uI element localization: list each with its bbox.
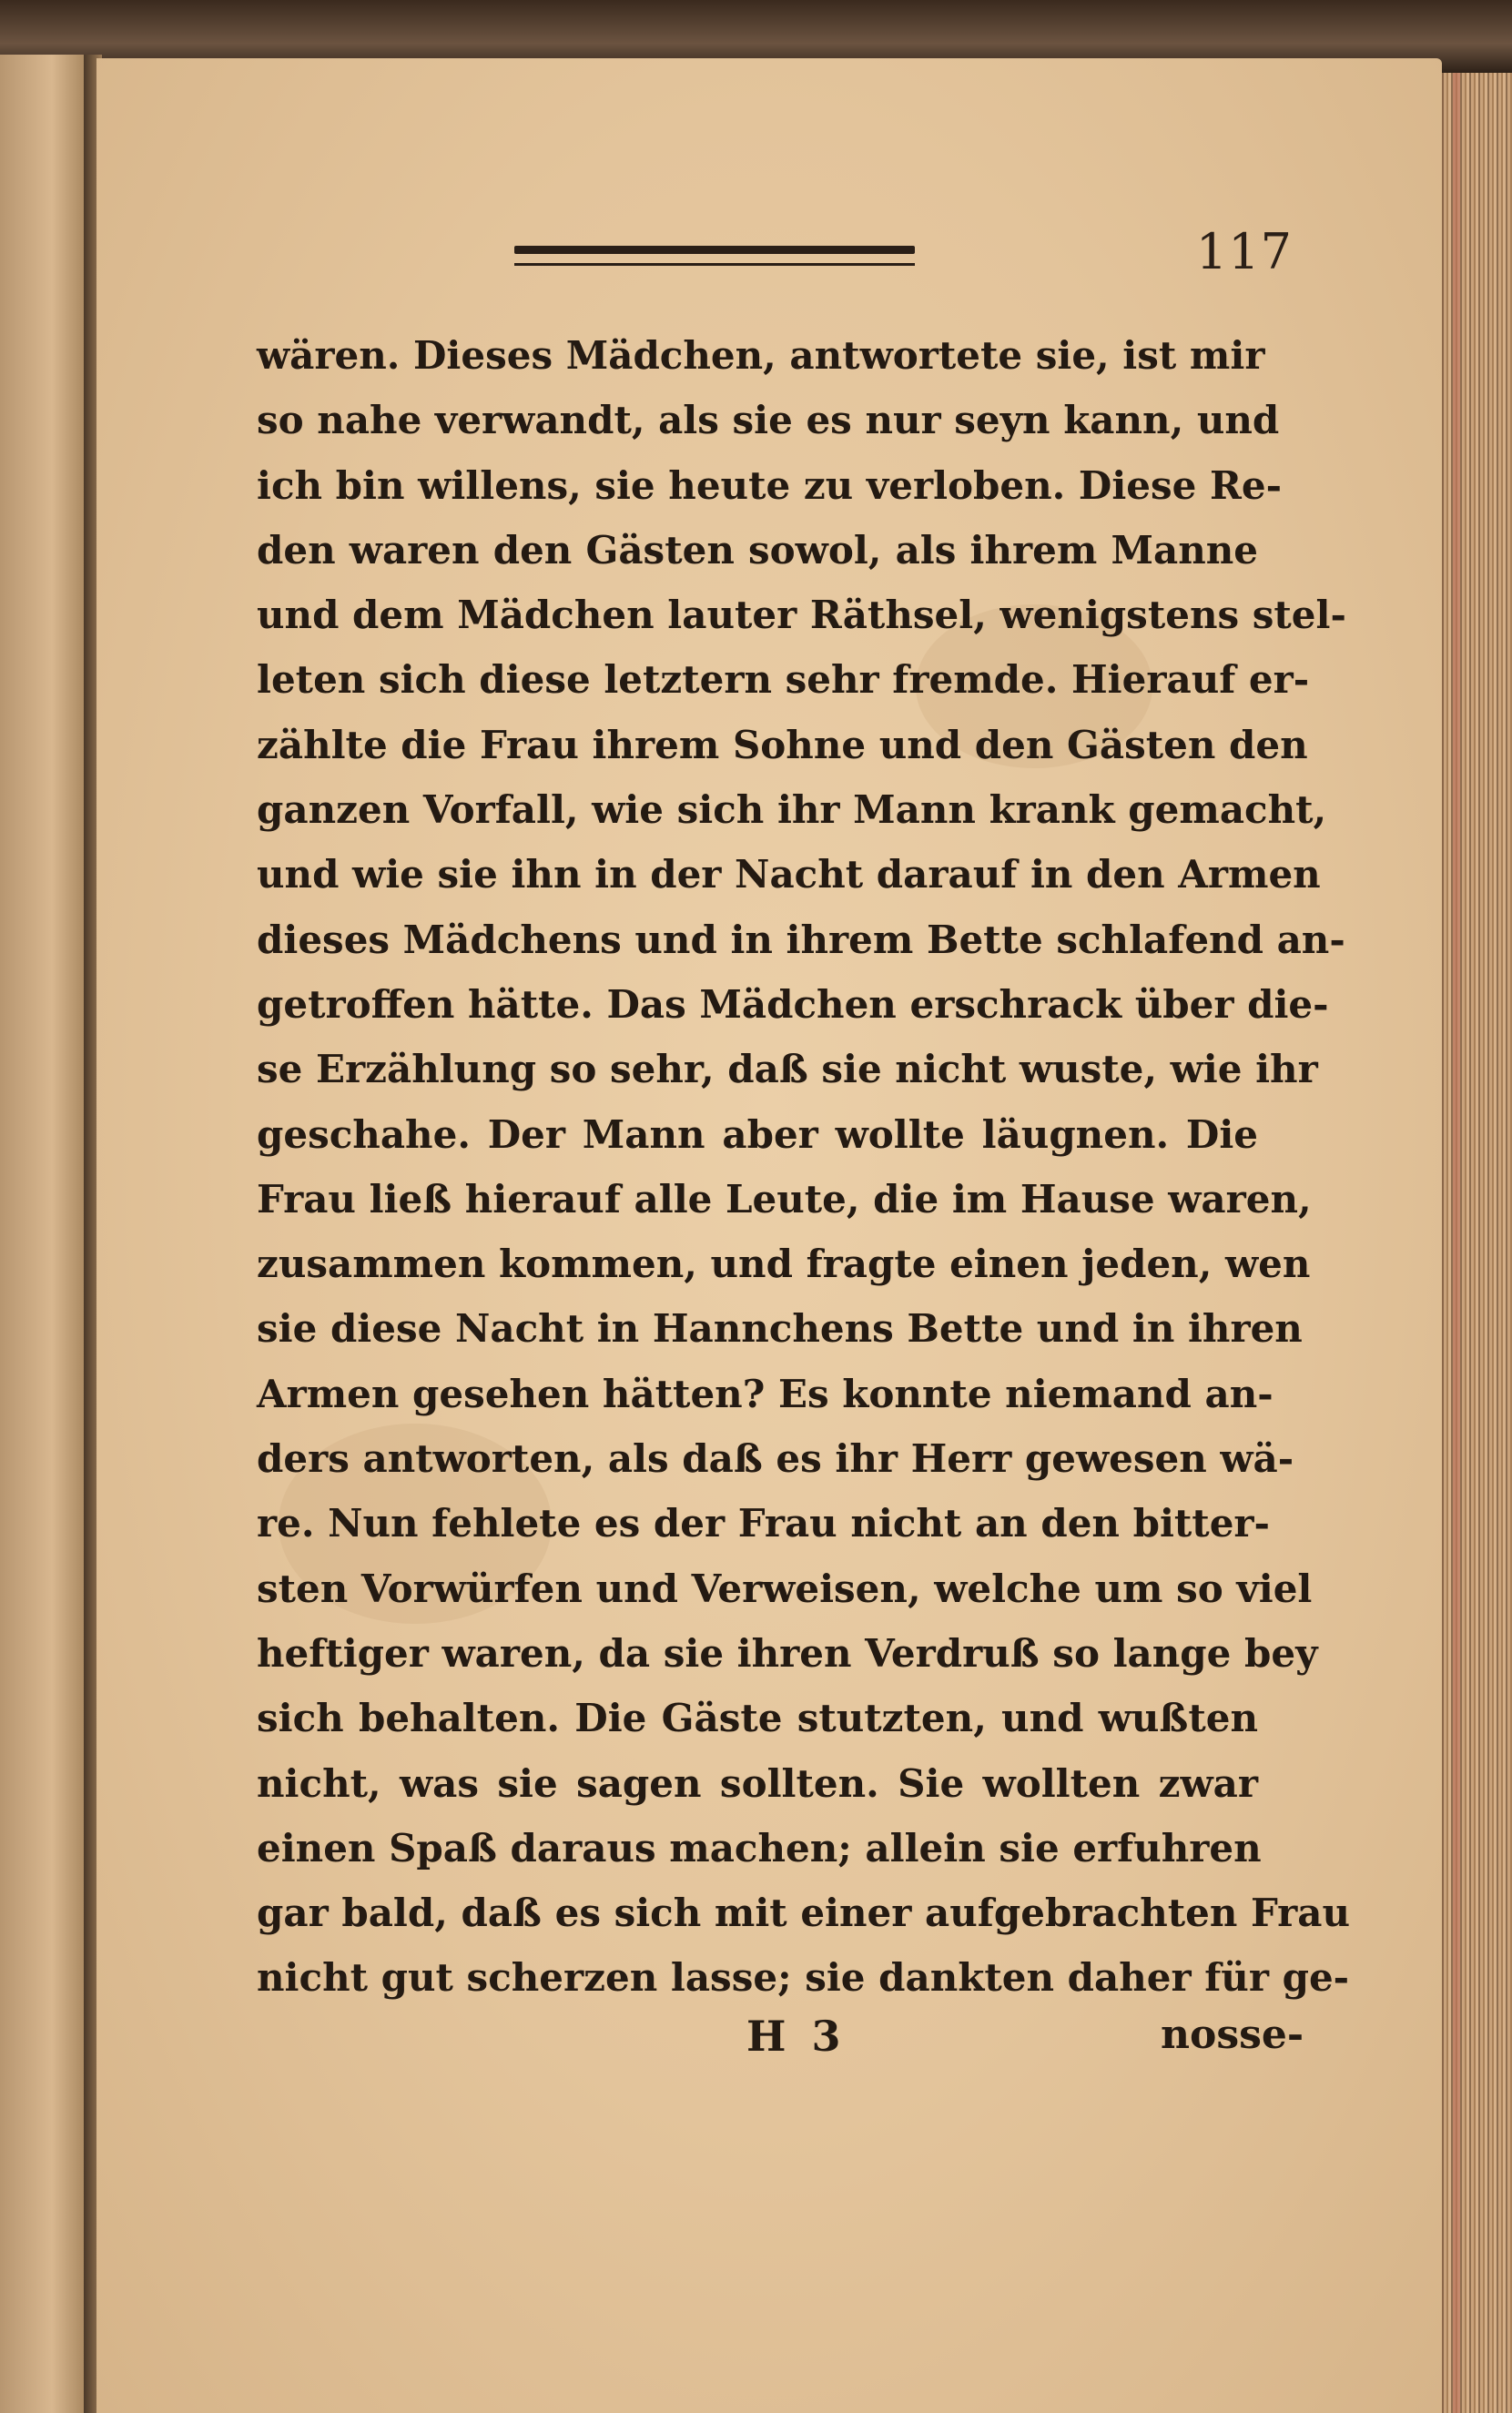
text-line: getroffen hätte. Das Mädchen erschrack über die- (257, 981, 1329, 1027)
text-line: und wie sie ihn in der Nacht darauf in den Armen (257, 852, 1321, 897)
text-line: leten sich diese letztern sehr fremde. Hierauf er- (257, 657, 1310, 703)
text-line: dieses Mädchens und in ihrem Bette schlafend an- (257, 917, 1345, 962)
text-line: einen Spaß daraus machen; allein sie erfuhren (257, 1825, 1262, 1871)
text-line: ich bin willens, sie heute zu verloben. Diese Re- (257, 462, 1283, 508)
text-line: sich behalten. Die Gäste stutzten, und wußten (257, 1696, 1258, 1741)
text-line: zusammen kommen, und fragte einen jeden, wen (257, 1242, 1311, 1287)
text-line: gar bald, daß es sich mit einer aufgebrachten Frau (257, 1891, 1350, 1936)
text-line: Frau ließ hierauf alle Leute, die im Hause waren, (257, 1176, 1312, 1222)
text-line: wären. Dieses Mädchen, antwortete sie, ist mir (257, 333, 1265, 378)
text-line: sten Vorwürfen und Verweisen, welche um so viel (257, 1566, 1313, 1611)
signature-mark: H 3 (746, 2012, 847, 2061)
left-page-edge (0, 55, 89, 2413)
text-line: nicht, was sie sagen sollten. Sie wollten zwar (257, 1760, 1258, 1806)
text-line: nicht gut scherzen lasse; sie dankten daher für ge- (257, 1955, 1350, 2001)
text-line: re. Nun fehlete es der Frau nicht an den bitter- (257, 1501, 1270, 1546)
catchword: nosse- (1161, 2012, 1304, 2058)
text-line: ganzen Vorfall, wie sich ihr Mann krank gemacht, (257, 787, 1327, 833)
text-line: und dem Mädchen lauter Räthsel, wenigstens stel- (257, 593, 1346, 638)
header-ornament-rule (514, 246, 915, 266)
page-number: 117 (1195, 223, 1293, 280)
text-line: den waren den Gästen sowol, als ihrem Manne (257, 527, 1258, 573)
text-line: so nahe verwandt, als sie es nur seyn kann, und (257, 398, 1280, 443)
text-line: Armen gesehen hätten? Es konnte niemand an- (257, 1371, 1274, 1416)
text-line: ders antworten, als daß es ihr Herr gewesen wä- (257, 1436, 1294, 1482)
text-line: zählte die Frau ihrem Sohne und den Gästen den (257, 722, 1308, 767)
body-text (257, 323, 1350, 2011)
text-line: se Erzählung so sehr, daß sie nicht wuste, wie ihr (257, 1047, 1318, 1092)
text-line: heftiger waren, da sie ihren Verdruß so lange bey (257, 1630, 1318, 1676)
page-block-edges (1442, 73, 1512, 2413)
text-line: sie diese Nacht in Hannchens Bette und in ihren (257, 1306, 1303, 1352)
text-line: geschahe. Der Mann aber wollte läugnen. Die (257, 1111, 1258, 1157)
